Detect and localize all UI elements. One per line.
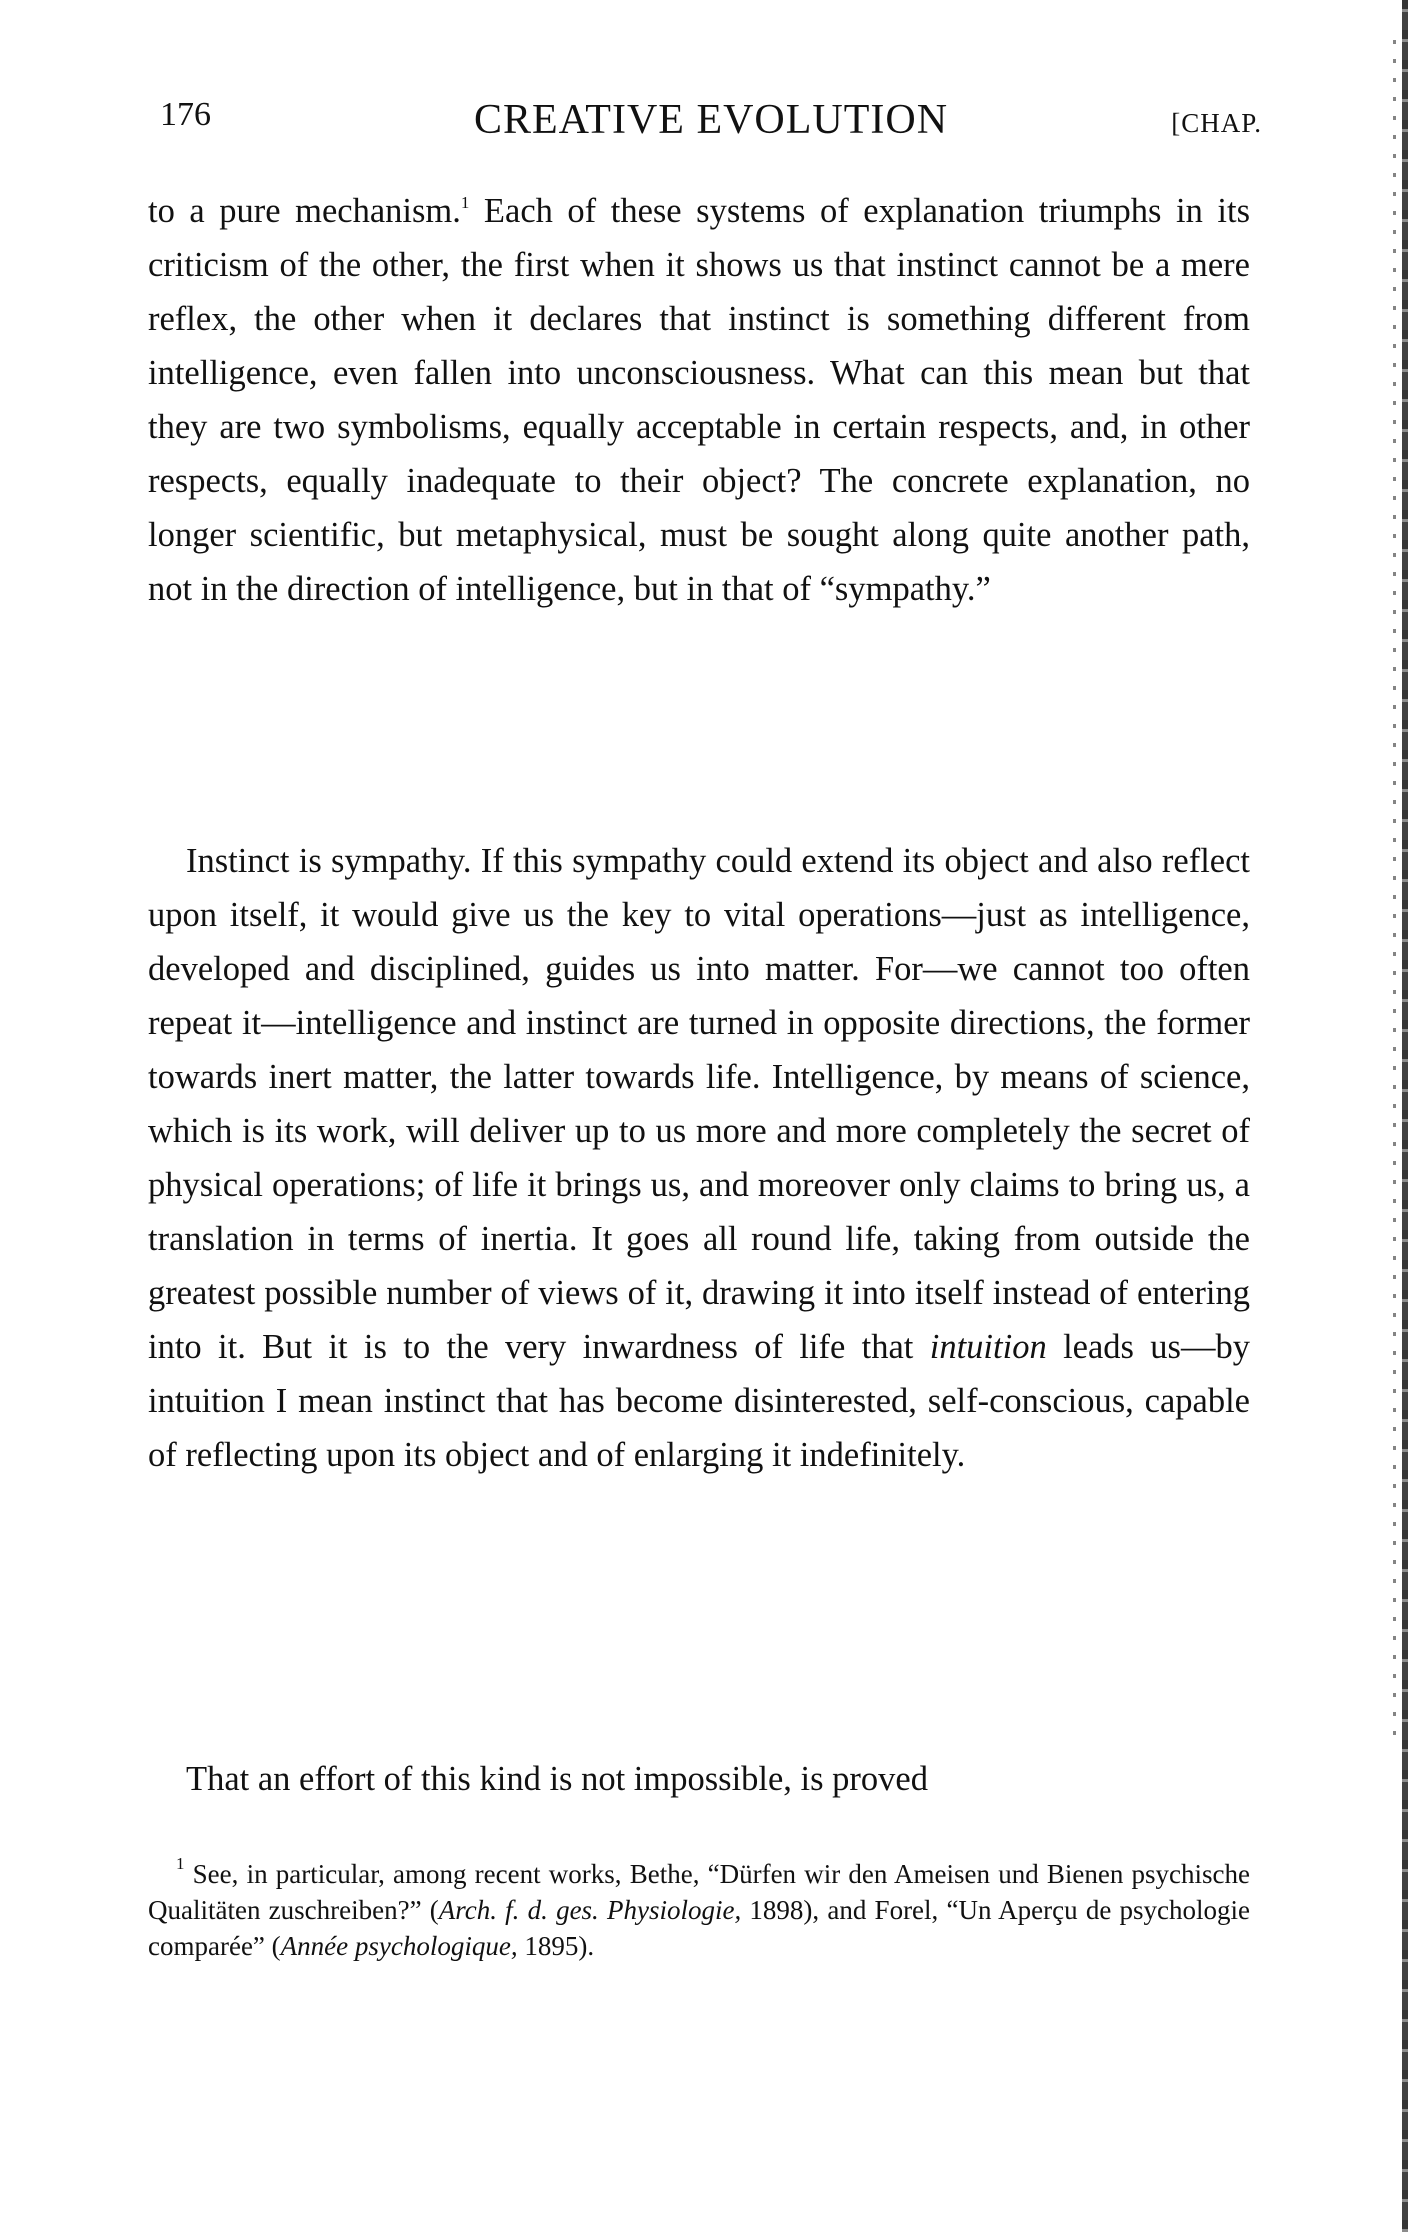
paragraph-3	[148, 1752, 1250, 1806]
paragraph-1-rest: Each of these systems of explanation triumphs in its criticism of the other, the first when it shows us that instinct cannot be a mere reflex, the other when it declares that instinct is something different from intelligence, even fallen into unconsciousness. What can this mean but that they are two symbolisms, equally acceptable in certain respects, and, in other respects, equally inadequate to their object? The concrete explanation, no longer scientific, but metaphysical, must be sought along quite another path, not in the direction of intelligence, but in that of “sympathy.”	[148, 192, 1250, 608]
paragraph-2	[148, 834, 1250, 1482]
footnote-1-italic-2: Année psychologique,	[280, 1931, 518, 1961]
footnotes	[148, 1856, 1250, 1964]
page-edge-shadow	[1393, 40, 1396, 1740]
paragraph-3-text: That an effort of this kind is not impossible, is proved	[186, 1760, 928, 1798]
footnote-ref-1[interactable]: 1	[460, 193, 470, 212]
footnote-1-text-b: 1898), and Forel, “Un Aperçu de psychologie comparée” (	[148, 1895, 1250, 1961]
running-header	[160, 96, 1262, 152]
footnote-1-mark: 1	[176, 1854, 185, 1873]
paragraph-2-italic: intuition	[929, 1328, 1047, 1366]
paragraph-1	[148, 184, 1250, 616]
footnote-1-text-c: 1895).	[517, 1931, 595, 1961]
chapter-mark: [CHAP.	[1171, 108, 1262, 138]
footnote-1	[148, 1856, 1250, 1964]
footnote-1-text-a: See, in particular, among recent works, Bethe, “Dürfen wir den Ameisen und Bienen psychische Qualitäten zuschreiben?” (	[148, 1859, 1250, 1925]
paragraph-1-start: to a pure mechanism.	[148, 192, 461, 230]
running-title: CREATIVE EVOLUTION	[473, 97, 949, 143]
paragraph-2-text-b: leads us—by intuition I mean instinct that has become disinterested, self-conscious, capable of reflecting upon its object and of enlarging it indefinitely.	[148, 1328, 1250, 1474]
footnote-1-italic-1: Arch. f. d. ges. Physiologie,	[438, 1895, 742, 1925]
page-edge-scan-artifact	[1402, 0, 1408, 2232]
paragraph-2-text-a: Instinct is sympathy. If this sympathy could extend its object and also reflect upon itself, it would give us the key to vital operations—just as intelligence, developed and disciplined, guides us into matter. For—we cannot too often repeat it—intelligence and instinct are turned in opposite directions, the former towards inert matter, the latter towards life. Intelligence, by means of science, which is its work, will deliver up to us more and more completely the secret of physical operations; of life it brings us, and moreover only claims to bring us, a translation in terms of inertia. It goes all round life, taking from outside the greatest possible number of views of it, drawing it into itself instead of entering into it. But it is to the very inwardness of life that	[148, 842, 1250, 1366]
page-number: 176	[160, 96, 211, 133]
